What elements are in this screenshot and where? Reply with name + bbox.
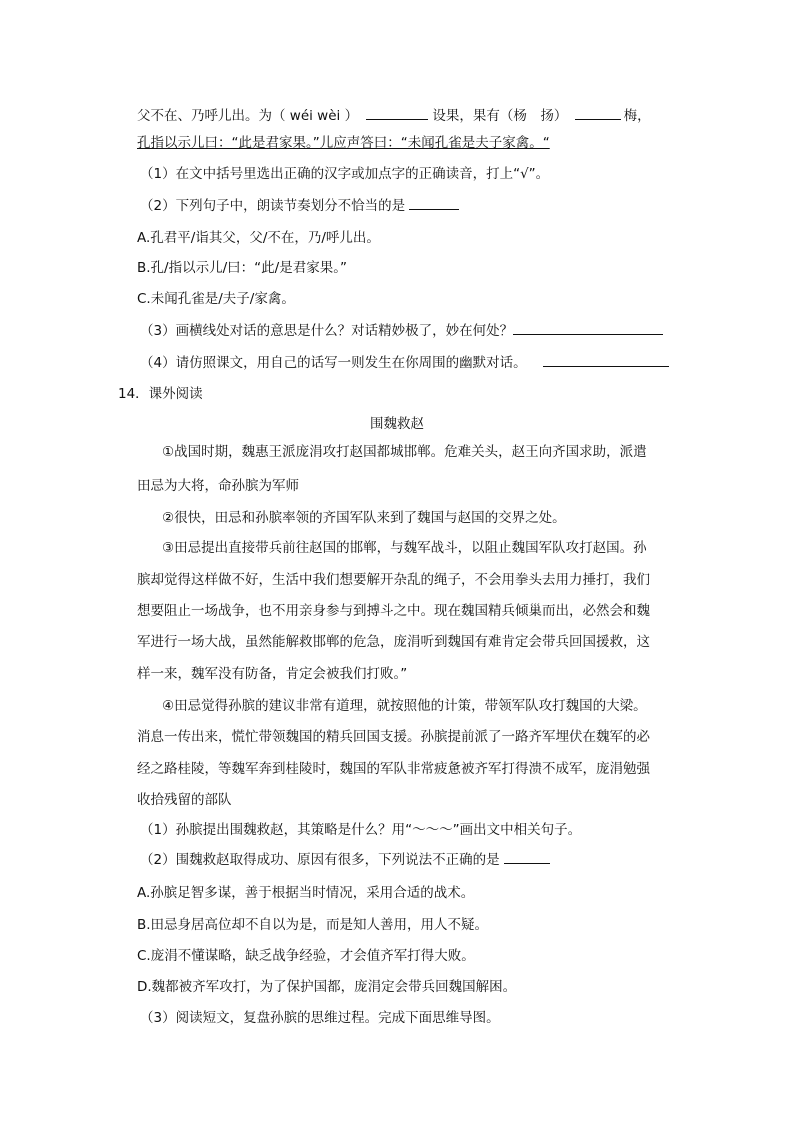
text: 设果，果有（杨 扬） [432, 108, 568, 124]
passage-line: 消息一传出来，慌忙带领魏国的精兵回国支援。孙膑提前派了一路齐军埋伏在魏军的必 [137, 729, 650, 745]
question-1: （1）在文中括号里选出正确的汉字或加点字的正确读音，打上“√”。 [140, 166, 550, 182]
answer-blank[interactable] [543, 354, 669, 367]
option-d: D.魏都被齐军攻打，为了保护国都，庞涓定会带兵回魏国解困。 [137, 979, 517, 995]
option-c: C.庞涓不懂谋略，缺乏战争经验，才会值齐军打得大败。 [137, 948, 475, 964]
question-4 [140, 354, 669, 372]
option-b: B.田忌身居高位却不自以为是，而是知人善用，用人不疑。 [137, 917, 489, 933]
question-3 [140, 322, 663, 340]
section-14: 14．课外阅读 [118, 386, 203, 402]
passage-line: 田忌为大将，命孙膑为军师 [137, 478, 299, 494]
passage-line: 经之路桂陵，等魏军奔到桂陵时，魏国的军队非常疲惫被齐军打得溃不成军，庞涓勉强 [137, 761, 650, 777]
passage-title: 围魏救赵 [370, 416, 424, 432]
text: （4）请仿照课文，用自己的话写一则发生在你周围的幽默对话。 [140, 355, 527, 371]
text: （2）下列句子中，朗读节奏划分不恰当的是 [140, 198, 406, 214]
passage-line: ④田忌觉得孙膑的建议非常有道理，就按照他的计策，带领军队攻打魏国的大梁。 [162, 698, 647, 714]
answer-blank[interactable] [513, 322, 663, 335]
passage-line: ③田忌提出直接带兵前往赵国的邯郸，与魏军战斗，以阻止魏国军队攻打赵国。孙 [162, 540, 647, 556]
passage-line: ②很快，田忌和孙膑率领的齐国军队来到了魏国与赵国的交界之处。 [162, 510, 566, 526]
text: 父不在、乃呼儿出。为（ wéi wèi ） [137, 108, 359, 124]
question-2 [140, 197, 459, 215]
reading-question-2 [140, 851, 550, 869]
text: （2）围魏救赵取得成功、原因有很多，下列说法不正确的是 [140, 852, 500, 868]
answer-blank[interactable] [504, 851, 550, 864]
text: 梅， [623, 108, 651, 124]
passage-line: 收拾残留的部队 [137, 792, 232, 808]
passage-line: 军进行一场大战，虽然能解救邯郸的危急，庞涓听到魏国有难肯定会带兵回国援救，这 [137, 634, 650, 650]
option-a: A.孙膑足智多谋，善于根据当时情况，采用合适的战术。 [137, 885, 475, 901]
passage-line [137, 107, 651, 125]
option-a: A.孔君平/诣其父，父/不在，乃/呼儿出。 [137, 230, 380, 246]
text: （3）画横线处对话的意思是什么？对话精妙极了，妙在何处？ [140, 323, 514, 339]
answer-blank[interactable] [366, 107, 428, 120]
passage-line: 样一来，魏军没有防备，肯定会被我们打败。” [137, 666, 408, 682]
passage-line: ①战国时期，魏惠王派庞涓攻打赵国都城邯郸。危难关头，赵王向齐国求助，派遣 [162, 444, 647, 460]
passage-line: 想要阻止一场战争，也不用亲身参与到搏斗之中。现在魏国精兵倾巢而出，必然会和魏 [137, 603, 650, 619]
option-c: C.未闻孔雀是/夫子/家禽。 [137, 291, 295, 307]
underlined-dialogue: 孔指以示儿曰：“此是君家果。”儿应声答曰：“未闻孔雀是夫子家禽。“ [137, 135, 550, 151]
option-b: B.孔/指以示儿/曰：“此/是君家果。” [137, 260, 347, 276]
reading-question-1: （1）孙膑提出围魏救赵，其策略是什么？用“～～～”画出文中相关句子。 [140, 822, 582, 838]
answer-blank[interactable] [409, 197, 459, 210]
answer-blank[interactable] [575, 107, 621, 120]
reading-question-3: （3）阅读短文，复盘孙膑的思维过程。完成下面思维导图。 [140, 1010, 500, 1026]
passage-line: 膑却觉得这样做不好，生活中我们想要解开杂乱的绳子，不会用拳头去用力捶打，我们 [137, 572, 650, 588]
